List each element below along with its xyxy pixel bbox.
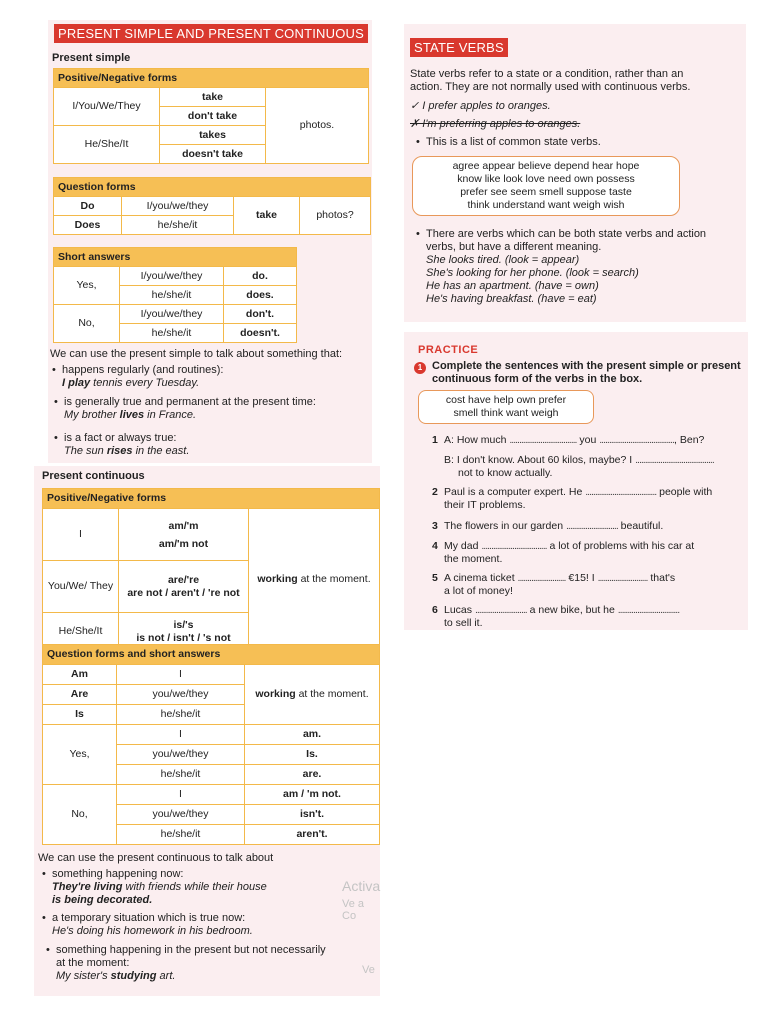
table-cell: I bbox=[117, 665, 245, 685]
practice-panel bbox=[404, 332, 748, 630]
table-cell: No, bbox=[54, 305, 120, 343]
table-cell: working at the moment. bbox=[249, 509, 380, 651]
watermark-text: Activa bbox=[342, 878, 381, 894]
pc-use-3: • something happening in the present but not necessarily at the moment: My sister's studying art. bbox=[46, 944, 326, 982]
table-cell: Am bbox=[43, 665, 117, 685]
ps-use-3: • is a fact or always true: The sun rises in the east. bbox=[54, 432, 190, 457]
table-header: Positive/Negative forms bbox=[54, 69, 369, 88]
ps-use-intro: We can use the present simple to talk about something that: bbox=[50, 348, 343, 360]
table-cell: he/she/it bbox=[117, 765, 245, 785]
table-cell: I bbox=[43, 509, 119, 561]
watermark-text: Ve a Co bbox=[342, 898, 365, 922]
watermark-text: Ve bbox=[362, 964, 375, 976]
table-cell: photos. bbox=[266, 88, 369, 164]
ps-use-2: • is generally true and permanent at the present time: My brother lives in France. bbox=[54, 396, 316, 421]
table-cell: he/she/it bbox=[122, 216, 234, 235]
table-cell: doesn't take bbox=[160, 145, 266, 164]
table-cell: He/She/It bbox=[54, 126, 160, 164]
exercise-item: 1 A: How much ................................... you ......................................., Ben? bbox=[432, 434, 705, 446]
table-cell: don't. bbox=[224, 305, 297, 324]
table-cell: are/'re are not / aren't / 're not bbox=[119, 561, 249, 613]
table-header: Question forms bbox=[54, 178, 371, 197]
state-verbs-list-intro: • This is a list of common state verbs. bbox=[416, 136, 601, 148]
table-cell: I/You/We/They bbox=[54, 88, 160, 126]
practice-word-box: cost have help own prefer smell think want weigh bbox=[418, 390, 594, 424]
exercise-item: B: I don't know. About 60 kilos, maybe? I ......................................... not to know actually. bbox=[444, 454, 714, 479]
pc-questions-table bbox=[42, 644, 380, 845]
table-cell: do. bbox=[224, 267, 297, 286]
table-cell: takes bbox=[160, 126, 266, 145]
present-continuous-heading: Present continuous bbox=[42, 470, 145, 482]
table-cell: he/she/it bbox=[120, 286, 224, 305]
table-cell: photos? bbox=[300, 197, 371, 235]
table-cell: is/'s is not / isn't / 's not bbox=[119, 613, 249, 651]
exercise-item: 2 Paul is a computer expert. He ..................................... people with their IT problems. bbox=[432, 486, 713, 511]
table-cell: You/We/ They bbox=[43, 561, 119, 613]
table-header: Positive/Negative forms bbox=[43, 489, 380, 509]
section-title-banner: PRESENT SIMPLE AND PRESENT CONTINUOUS bbox=[54, 24, 368, 43]
table-cell: I/you/we/they bbox=[122, 197, 234, 216]
table-cell: No, bbox=[43, 785, 117, 845]
table-cell: am. bbox=[245, 725, 380, 745]
state-verbs-panel bbox=[404, 24, 746, 322]
table-header: Question forms and short answers bbox=[43, 645, 380, 665]
present-simple-heading: Present simple bbox=[52, 52, 131, 64]
table-cell: aren't. bbox=[245, 825, 380, 845]
state-verbs-para: State verbs refer to a state or a condition, rather than an action. They are not normally used with continuous verbs. bbox=[410, 68, 691, 93]
table-cell: you/we/they bbox=[117, 805, 245, 825]
table-cell: am / 'm not. bbox=[245, 785, 380, 805]
table-cell: does. bbox=[224, 286, 297, 305]
table-cell: working at the moment. bbox=[245, 665, 380, 725]
correct-example: ✓ I prefer apples to oranges. bbox=[410, 100, 551, 112]
table-cell: He/She/It bbox=[43, 613, 119, 651]
present-continuous-panel bbox=[34, 466, 380, 996]
table-cell: I bbox=[117, 725, 245, 745]
exercise-instructions: Complete the sentences with the present simple or present continuous form of the verbs in the box. bbox=[432, 360, 741, 385]
table-cell: take bbox=[234, 197, 300, 235]
table-cell: Yes, bbox=[54, 267, 120, 305]
table-cell: don't take bbox=[160, 107, 266, 126]
table-cell: I bbox=[117, 785, 245, 805]
table-cell: Are bbox=[43, 685, 117, 705]
table-cell: you/we/they bbox=[117, 685, 245, 705]
table-cell: Is. bbox=[245, 745, 380, 765]
table-cell: he/she/it bbox=[117, 705, 245, 725]
pc-use-1: • something happening now: They're living with friends while their house is being decorated. bbox=[42, 868, 267, 906]
table-cell: I/you/we/they bbox=[120, 267, 224, 286]
table-cell: isn't. bbox=[245, 805, 380, 825]
ps-questions-table bbox=[53, 177, 371, 235]
table-cell: you/we/they bbox=[117, 745, 245, 765]
table-cell: are. bbox=[245, 765, 380, 785]
table-cell: am/'m am/'m not bbox=[119, 509, 249, 561]
state-verbs-banner: STATE VERBS bbox=[410, 38, 508, 57]
table-cell: Does bbox=[54, 216, 122, 235]
incorrect-example: ✗ I'm preferring apples to oranges. bbox=[410, 118, 581, 130]
ps-short-answers-table bbox=[53, 247, 297, 343]
table-cell: he/she/it bbox=[117, 825, 245, 845]
table-cell: I/you/we/they bbox=[120, 305, 224, 324]
exercise-item: 5 A cinema ticket ......................... €15! I .......................... that's a lot of money! bbox=[432, 572, 676, 597]
table-cell: he/she/it bbox=[120, 324, 224, 343]
table-cell: take bbox=[160, 88, 266, 107]
pc-use-intro: We can use the present continuous to talk about bbox=[38, 852, 274, 864]
table-cell: Do bbox=[54, 197, 122, 216]
table-cell: doesn't. bbox=[224, 324, 297, 343]
exercise-item: 4 My dad .................................. a lot of problems with his car at the moment. bbox=[432, 540, 695, 565]
pc-use-2: • a temporary situation which is true now: He's doing his homework in his bedroom. bbox=[42, 912, 253, 937]
ps-use-1: • happens regularly (and routines): I play tennis every Tuesday. bbox=[52, 364, 224, 389]
pc-posneg-table bbox=[42, 488, 380, 651]
state-verbs-word-box: agree appear believe depend hear hope know like look love need own possess prefer see seem smell suppose taste think understand want weigh wish bbox=[412, 156, 680, 216]
exercise-item: 3 The flowers in our garden ........................... beautiful. bbox=[432, 520, 664, 532]
exercise-item: 6 Lucas ........................... a new bike, but he ................................ to sell it. bbox=[432, 604, 680, 629]
table-cell: Yes, bbox=[43, 725, 117, 785]
dual-verbs-note: • There are verbs which can be both state verbs and action verbs, but have a different meaning. She looks tired. (look = appear) She's looking for her phone. (look = search) He has an apartment. (have = own) He's having breakfast. (have = eat) bbox=[416, 228, 707, 305]
exercise-number: 1 bbox=[414, 362, 426, 374]
present-simple-panel bbox=[48, 20, 372, 463]
table-cell: Is bbox=[43, 705, 117, 725]
table-header: Short answers bbox=[54, 248, 297, 267]
practice-label: PRACTICE bbox=[418, 344, 479, 356]
ps-posneg-table bbox=[53, 68, 369, 164]
